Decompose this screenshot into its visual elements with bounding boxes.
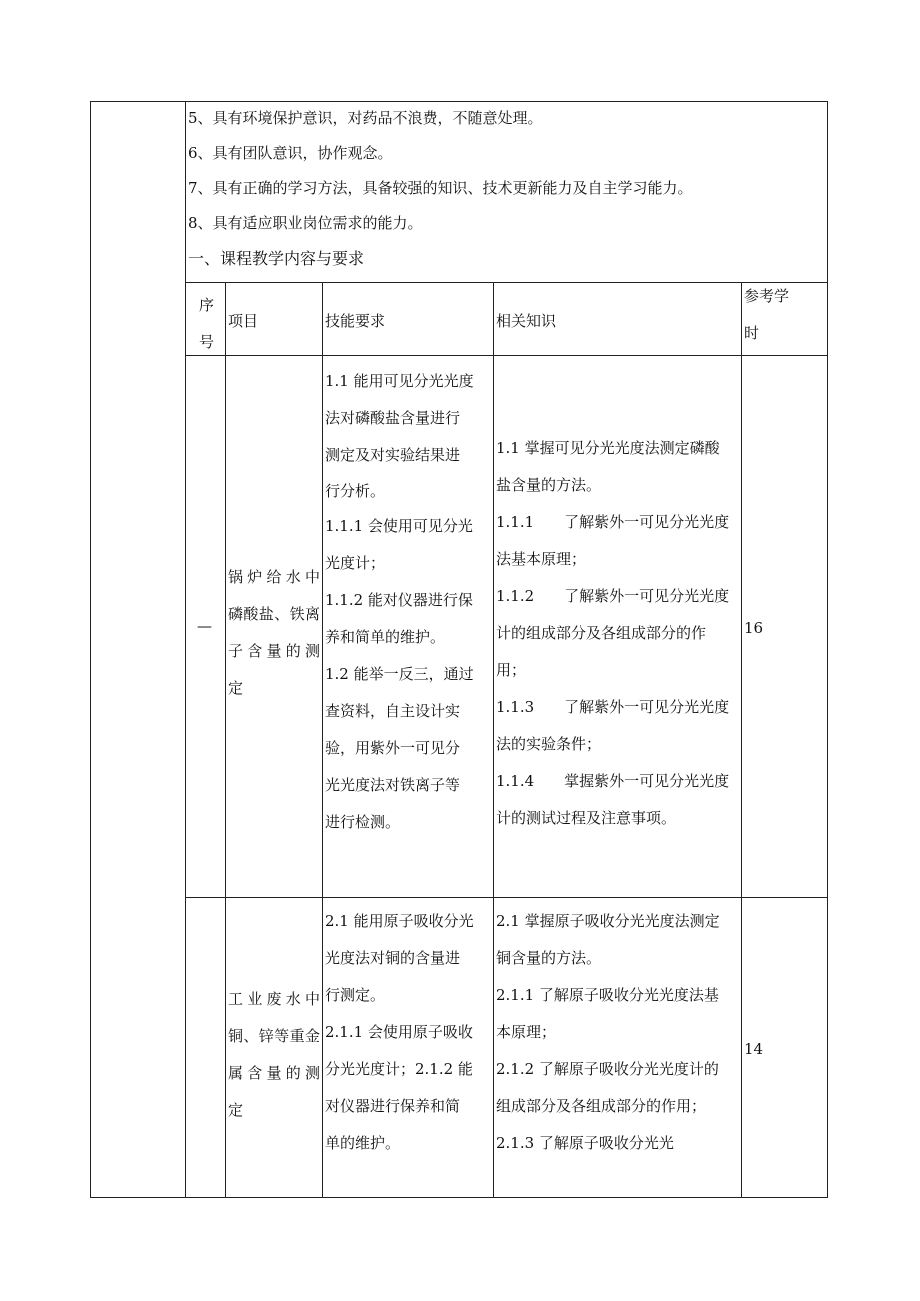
row1-project-line: 锅炉给水中 [228,568,320,586]
row2-knowledge-line: 2.1.1 了解原子吸收分光光度法基 [496,986,719,1004]
row2-project-line: 铜、锌等重金 [228,1027,320,1045]
row2-skill-line: 单的维护。 [325,1134,401,1152]
row1-knowledge-line: 1.1.2 了解紫外一可见分光光度 [496,587,730,605]
row1-skill-line: 查资料，自主设计实 [325,702,461,720]
row1-seq: — [197,617,212,635]
row1-knowledge-line: 1.1.1 了解紫外一可见分光光度 [496,513,730,531]
col-divider-knowledge [741,282,742,1198]
row2-knowledge-line: 2.1 掌握原子吸收分光光度法测定 [496,912,720,930]
header-seq-2: 号 [199,333,215,351]
row2-knowledge-line: 本原理； [496,1023,557,1041]
row1-skill-line: 1.1 能用可见分光光度 [325,372,474,390]
section-heading: 一、课程教学内容与要求 [188,249,365,268]
row2-project-line: 工业废水中 [228,990,320,1008]
row1-knowledge-line: 用； [496,661,527,679]
intro-item: 7、具有正确的学习方法，具备较强的知识、技术更新能力及自主学习能力。 [188,179,693,197]
row1-knowledge [496,430,729,837]
row-divider [185,897,828,898]
row1-skill-line: 验，用紫外一可见分 [325,739,461,757]
row1-knowledge-line: 1.1.4 掌握紫外一可见分光光度 [496,772,730,790]
header-bottom-border [185,355,828,356]
row2-skill-line: 2.1 能用原子吸收分光 [325,912,474,930]
row2-knowledge-line: 组成部分及各组成部分的作用； [496,1097,707,1115]
header-seq-1: 序 [199,296,215,314]
row1-project-line: 定 [228,679,244,697]
left-margin-column-divider [185,101,186,1198]
row1-skill-line: 1.1.1 会使用可见分光 [325,517,473,535]
row1-skill-line: 光度计； [325,554,386,572]
row2-skill-line: 对仪器进行保养和简 [325,1097,461,1115]
col-divider-seq [225,282,226,1198]
row2-skill-line: 分光光度计；2.1.2 能 [325,1060,473,1078]
row2-hours: 14 [744,1040,764,1058]
row1-hours: 16 [744,619,764,637]
row2-knowledge-line: 2.1.3 了解原子吸收分光光 [496,1134,674,1152]
row1-skill-line: 进行检测。 [325,813,401,831]
row1-skill-line: 光光度法对铁离子等 [325,776,461,794]
row2-skill-line: 光度法对铜的含量进 [325,949,461,967]
header-hours-2: 时 [744,324,760,342]
row1-project-line: 子含量的测 [228,642,320,660]
row1-skill-line: 法对磷酸盐含量进行 [325,409,461,427]
row2-project-line: 属含量的测 [228,1064,320,1082]
header-skill: 技能要求 [325,312,386,330]
row1-knowledge-line: 计的测试过程及注意事项。 [496,809,677,827]
row1-knowledge-line: 法的实验条件； [496,735,602,753]
row1-skill-line: 测定及对实验结果进 [325,446,461,464]
row1-knowledge-line: 盐含量的方法。 [496,476,602,494]
row1-skill-line: 养和简单的维护。 [325,628,446,646]
row2-skill-line: 行测定。 [325,986,386,1004]
intro-item: 8、具有适应职业岗位需求的能力。 [188,214,423,232]
intro-item: 5、具有环境保护意识，对药品不浪费，不随意处理。 [188,109,543,127]
intro-item: 6、具有团队意识，协作观念。 [188,144,393,162]
row2-knowledge-line: 铜含量的方法。 [496,949,602,967]
row1-knowledge-line: 1.1 掌握可见分光光度法测定磷酸 [496,439,720,457]
table-top-border [185,282,828,283]
row2-knowledge-line: 2.1.2 了解原子吸收分光光度计的 [496,1060,719,1078]
row1-skill-line: 行分析。 [325,482,386,500]
row1-skill-line: 1.2 能举一反三，通过 [325,665,474,683]
header-hours-1: 参考学 [744,287,790,305]
row2-project-line: 定 [228,1101,244,1119]
col-divider-skill [493,282,494,1198]
row1-project-line: 磷酸盐、铁离 [228,605,320,623]
row1-knowledge-line: 计的组成部分及各组成部分的作 [496,624,707,642]
header-knowledge: 相关知识 [496,312,557,330]
row1-skill-line: 1.1.2 能对仪器进行保 [325,591,473,609]
row2-knowledge [496,903,720,1162]
row2-skill [325,903,474,1162]
row1-knowledge-line: 1.1.3 了解紫外一可见分光光度 [496,698,730,716]
row2-skill-line: 2.1.1 会使用原子吸收 [325,1023,473,1041]
row2-project [228,981,320,1129]
row1-skill [325,363,474,841]
col-divider-project [322,282,323,1198]
header-project: 项目 [228,312,259,330]
row1-project [228,559,320,707]
row1-knowledge-line: 法基本原理； [496,550,587,568]
